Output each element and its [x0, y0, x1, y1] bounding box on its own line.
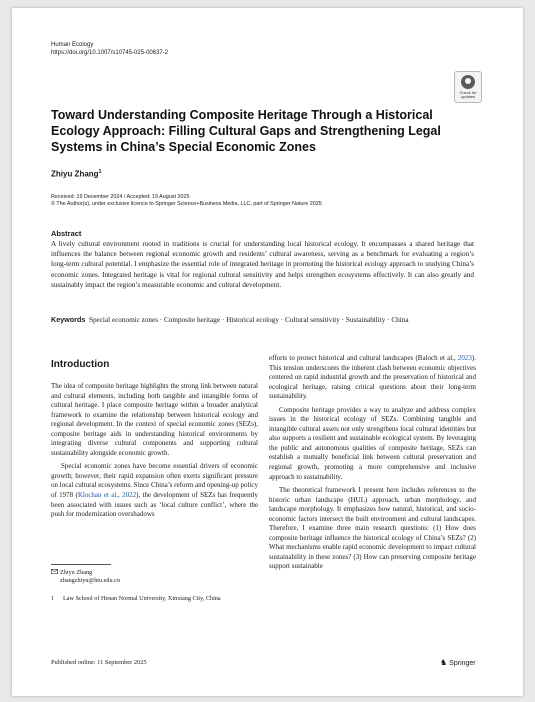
check-for-updates-icon	[461, 75, 475, 89]
published-online-date: Published online: 11 September 2025	[51, 659, 147, 666]
corresponding-email[interactable]: zhangzhiyu@htu.edu.cn	[60, 577, 120, 584]
article-page	[12, 8, 523, 696]
citation-link[interactable]: 2023	[457, 354, 472, 362]
doi-link[interactable]: https://doi.org/10.1007/s10745-025-00637-2	[51, 50, 169, 56]
author-name: Zhiyu Zhang	[51, 169, 99, 179]
corresponding-author	[51, 569, 120, 585]
affiliation-number: 1	[51, 595, 55, 602]
intro-paragraph-5: The theoretical framework I present here includes references to the historic urban landscape (HUL) approach, urban morphology, and landscape morphology. It emphasizes how natural, historical, and socio-economic factors intersect the built environment and cultural landscapes. Therefore, I examine three main research questions: (1) How does composite heritage influence the historical ecology of China’s SEZs? (2) What mechanisms enable rapid economic development to impact cultural sustainability in these zones? (3) How can preserving composite heritage support sustainable	[269, 486, 476, 571]
footnote-divider	[51, 564, 111, 565]
check-for-updates-badge[interactable]	[454, 71, 482, 103]
abstract-text: A lively cultural environment rooted in traditions is crucial for understanding local historical ecology. It encompasses a shared heritage that influences the balance between regional economic growth and residents’ cultural awareness, serving as a benchmark for evaluating a region’s long-term cultural potential. I emphasize the essential role of integrated heritage in promoting the historical ecology approach to studying China’s economic zones. Integrated heritage is vital for regional cultural sensitivity and helps strengthen ecosystems effectively. It can also greatly and sustainably impact the region’s measurable economic and cultural development.	[51, 240, 474, 289]
paragraph-text: ), the development of SEZs has frequently been associated with issues such as ‘local culture conflict’, where the push for modernization overshadows	[51, 491, 258, 519]
intro-paragraph-3	[269, 354, 476, 402]
corresponding-name: Zhiyu Zhang	[60, 569, 93, 576]
author-line	[51, 169, 101, 179]
intro-paragraph-1: The idea of composite heritage highlights the strong link between natural and cultural elements, including both tangible and intangible forms of cultural heritage. I place composite heritage within a broader analytical framework to examine the relationship between historical ecology and regional development. In the context of special economic zones (SEZs), composite heritage aids in understanding historical environments by integrating diverse cultural components and supporting cultural sustainability alongside economic growth.	[51, 382, 258, 457]
keywords-line	[51, 315, 474, 325]
intro-paragraph-2	[51, 462, 258, 519]
citation-link[interactable]: Klochan et al., 2022	[77, 491, 137, 500]
keywords-label: Keywords	[51, 315, 86, 324]
abstract-heading: Abstract	[51, 229, 82, 238]
affiliation-text: Law School of Henan Normal University, Xinxiang City, China	[63, 595, 221, 602]
author-affiliation-mark: 1	[98, 169, 102, 175]
copyright-notice: © The Author(s), under exclusive licence to Springer Science+Business Media, LLC, part of Springer Nature 2025	[51, 201, 322, 207]
paragraph-text: efforts to protect historical and cultural landscapes (Baloch et al.,	[269, 354, 458, 362]
left-column	[51, 382, 258, 520]
paragraph-text: ). This tension underscores the inherent clash between economic objectives centered on rapid industrial growth and the preservation of historical and ecological heritage, raising critical questions about their long-term sustainability.	[269, 354, 476, 401]
right-column	[269, 354, 476, 572]
affiliation	[51, 595, 243, 603]
article-title: Toward Understanding Composite Heritage Through a Historical Ecology Approach: Filling Cultural Gaps and Strengthening Legal Systems in China’s Special Economic Zones	[51, 108, 441, 154]
keywords-list: Special economic zones · Composite heritage · Historical ecology · Cultural sensitivity · Sustainability · China	[88, 316, 409, 324]
badge-label: Check for updates	[459, 90, 477, 99]
journal-name: Human Ecology	[51, 42, 94, 48]
publisher-logo	[440, 658, 476, 667]
envelope-icon	[51, 569, 60, 577]
paragraph-text: Special economic zones have become essential drivers of economic growth; however, their rapid expansion often exerts significant pressure on local cultural ecosystems. Since China’s reform and opening-up policy of 1978 (	[51, 462, 258, 500]
received-accepted-dates: Received: 19 December 2024 / Accepted: 19 August 2025	[51, 194, 190, 200]
springer-horse-icon: ♞	[440, 658, 448, 667]
intro-paragraph-4: Composite heritage provides a way to analyze and address complex issues in the historical ecology of SEZs. Combining tangible and intangible cultural assets not only strengthens local cultural identities but also supports a resilient and sustainable ecological system. By leveraging the public and autonomous qualities of composite heritage, SEZs can establish a mutually beneficial link between cultural preservation and regional growth, promoting a more comprehensive and inclusive approach to sustainability.	[269, 405, 476, 481]
publisher-name: Springer	[449, 660, 476, 667]
introduction-heading: Introduction	[51, 359, 110, 370]
